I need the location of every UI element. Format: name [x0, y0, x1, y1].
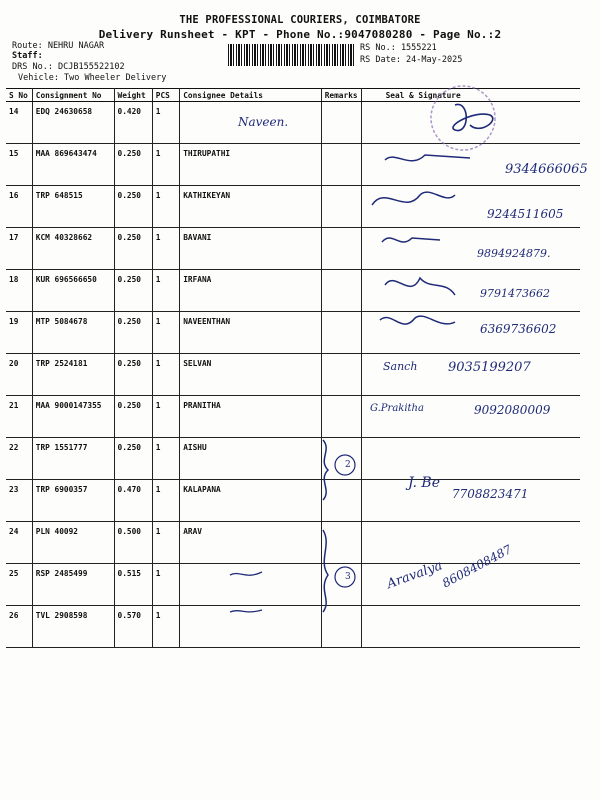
row-weight: 0.250 [114, 186, 152, 228]
row-consignee: BAVANI [180, 228, 322, 270]
signature-icon [382, 238, 440, 242]
row-pcs: 1 [152, 186, 179, 228]
row-consignee: ARAV [180, 522, 322, 564]
row-sno: 26 [6, 606, 32, 648]
row-consignment: TRP 648515 [32, 186, 114, 228]
vehicle-label: Vehicle: Two Wheeler Delivery [18, 73, 167, 83]
row-pcs: 1 [152, 606, 179, 648]
row-sno: 24 [6, 522, 32, 564]
col-consignment: Consignment No [32, 89, 114, 102]
row-pcs: 1 [152, 438, 179, 480]
row-consignment: TRP 6900357 [32, 480, 114, 522]
row-weight: 0.500 [114, 522, 152, 564]
company-title: THE PROFESSIONAL COURIERS, COIMBATORE [179, 14, 421, 26]
handwritten-name: G.Prakitha [370, 403, 424, 414]
row-pcs: 1 [152, 354, 179, 396]
col-weight: Weight [114, 89, 152, 102]
row-sno: 18 [6, 270, 32, 312]
col-consignee: Consignee Details [180, 89, 322, 102]
row-consignee: KALAPANA [180, 480, 322, 522]
handwritten-name: Naveen. [238, 115, 289, 129]
row-consignment: EDQ 24630658 [32, 102, 114, 144]
handwritten-phone: 9244511605 [487, 207, 564, 221]
seal-signature-icon [453, 105, 493, 131]
row-pcs: 1 [152, 522, 179, 564]
bracket-icon [323, 530, 328, 612]
row-weight: 0.250 [114, 354, 152, 396]
row-consignment: PLN 40092 [32, 522, 114, 564]
rs-date: RS Date: 24-May-2025 [360, 55, 463, 65]
row-consignee: SELVAN [180, 354, 322, 396]
handwritten-name: J. Be [408, 475, 440, 491]
handwritten-phone: 9092080009 [474, 403, 551, 417]
row-sno: 16 [6, 186, 32, 228]
row-weight: 0.250 [114, 228, 152, 270]
row-sno: 23 [6, 480, 32, 522]
row-consignment: TRP 1551777 [32, 438, 114, 480]
row-weight: 0.570 [114, 606, 152, 648]
row-sno: 22 [6, 438, 32, 480]
row-pcs: 1 [152, 270, 179, 312]
col-remarks: Remarks [321, 89, 361, 102]
row-consignment: MAA 869643474 [32, 144, 114, 186]
row-sno: 15 [6, 144, 32, 186]
staff-label: Staff: [12, 51, 43, 61]
row-consignee: PRANITHA [180, 396, 322, 438]
signature-icon [385, 155, 470, 161]
row-weight: 0.250 [114, 144, 152, 186]
row-consignee: KATHIKEYAN [180, 186, 322, 228]
row-consignee: AISHU [180, 438, 322, 480]
row-pcs: 1 [152, 102, 179, 144]
row-consignee: NAVEENTHAN [180, 312, 322, 354]
row-consignment: TVL 2908598 [32, 606, 114, 648]
row-weight: 0.250 [114, 396, 152, 438]
signature-icon [385, 278, 455, 295]
rs-number: RS No.: 1555221 [360, 43, 437, 53]
signature-icon [372, 192, 455, 205]
drs-number: DRS No.: DCJB155522102 [12, 62, 125, 72]
row-sno: 20 [6, 354, 32, 396]
col-pcs: PCS [152, 89, 179, 102]
handwritten-phone: 6369736602 [480, 322, 557, 336]
row-sno: 21 [6, 396, 32, 438]
row-consignment: RSP 2485499 [32, 564, 114, 606]
row-sno: 17 [6, 228, 32, 270]
row-pcs: 1 [152, 396, 179, 438]
handwritten-phone: 9035199207 [448, 360, 531, 375]
row-weight: 0.470 [114, 480, 152, 522]
tick-mark-icon [230, 572, 262, 575]
row-consignment: TRP 2524181 [32, 354, 114, 396]
row-consignment: KCM 40328662 [32, 228, 114, 270]
row-consignee: THIRUPATHI [180, 144, 322, 186]
col-seal-signature: Seal & Signature [361, 89, 580, 102]
bracket-mark-2: 2 [345, 460, 351, 470]
row-weight: 0.420 [114, 102, 152, 144]
handwritten-name: Aravalya [385, 558, 445, 593]
row-pcs: 1 [152, 144, 179, 186]
office-seal-icon [431, 86, 495, 150]
row-sno: 25 [6, 564, 32, 606]
row-sno: 14 [6, 102, 32, 144]
runsheet-subtitle: Delivery Runsheet - KPT - Phone No.:9047080280 - Page No.:2 [98, 28, 502, 41]
row-weight: 0.250 [114, 438, 152, 480]
row-consignee: IRFANA [180, 270, 322, 312]
handwritten-name: Sanch [383, 360, 418, 373]
signature-icon [380, 316, 455, 324]
col-sno: S No [6, 89, 32, 102]
row-weight: 0.250 [114, 312, 152, 354]
row-consignment: MAA 9000147355 [32, 396, 114, 438]
handwritten-phone: 9791473662 [480, 287, 550, 300]
row-pcs: 1 [152, 312, 179, 354]
bracket-mark-3: 3 [345, 572, 351, 582]
row-weight: 0.515 [114, 564, 152, 606]
row-pcs: 1 [152, 564, 179, 606]
row-pcs: 1 [152, 228, 179, 270]
row-pcs: 1 [152, 480, 179, 522]
handwritten-phone: 8608408487 [440, 542, 514, 591]
row-sno: 19 [6, 312, 32, 354]
row-consignment: KUR 696566650 [32, 270, 114, 312]
handwritten-phone: 9344666065 [505, 162, 588, 177]
route-label: Route: NEHRU NAGAR [12, 41, 105, 51]
handwritten-phone: 9894924879. [477, 247, 551, 260]
row-weight: 0.250 [114, 270, 152, 312]
handwritten-phone: 7708823471 [452, 487, 529, 501]
bracket-icon [323, 440, 328, 500]
row-consignment: MTP 5084678 [32, 312, 114, 354]
tick-mark-icon [230, 610, 262, 612]
